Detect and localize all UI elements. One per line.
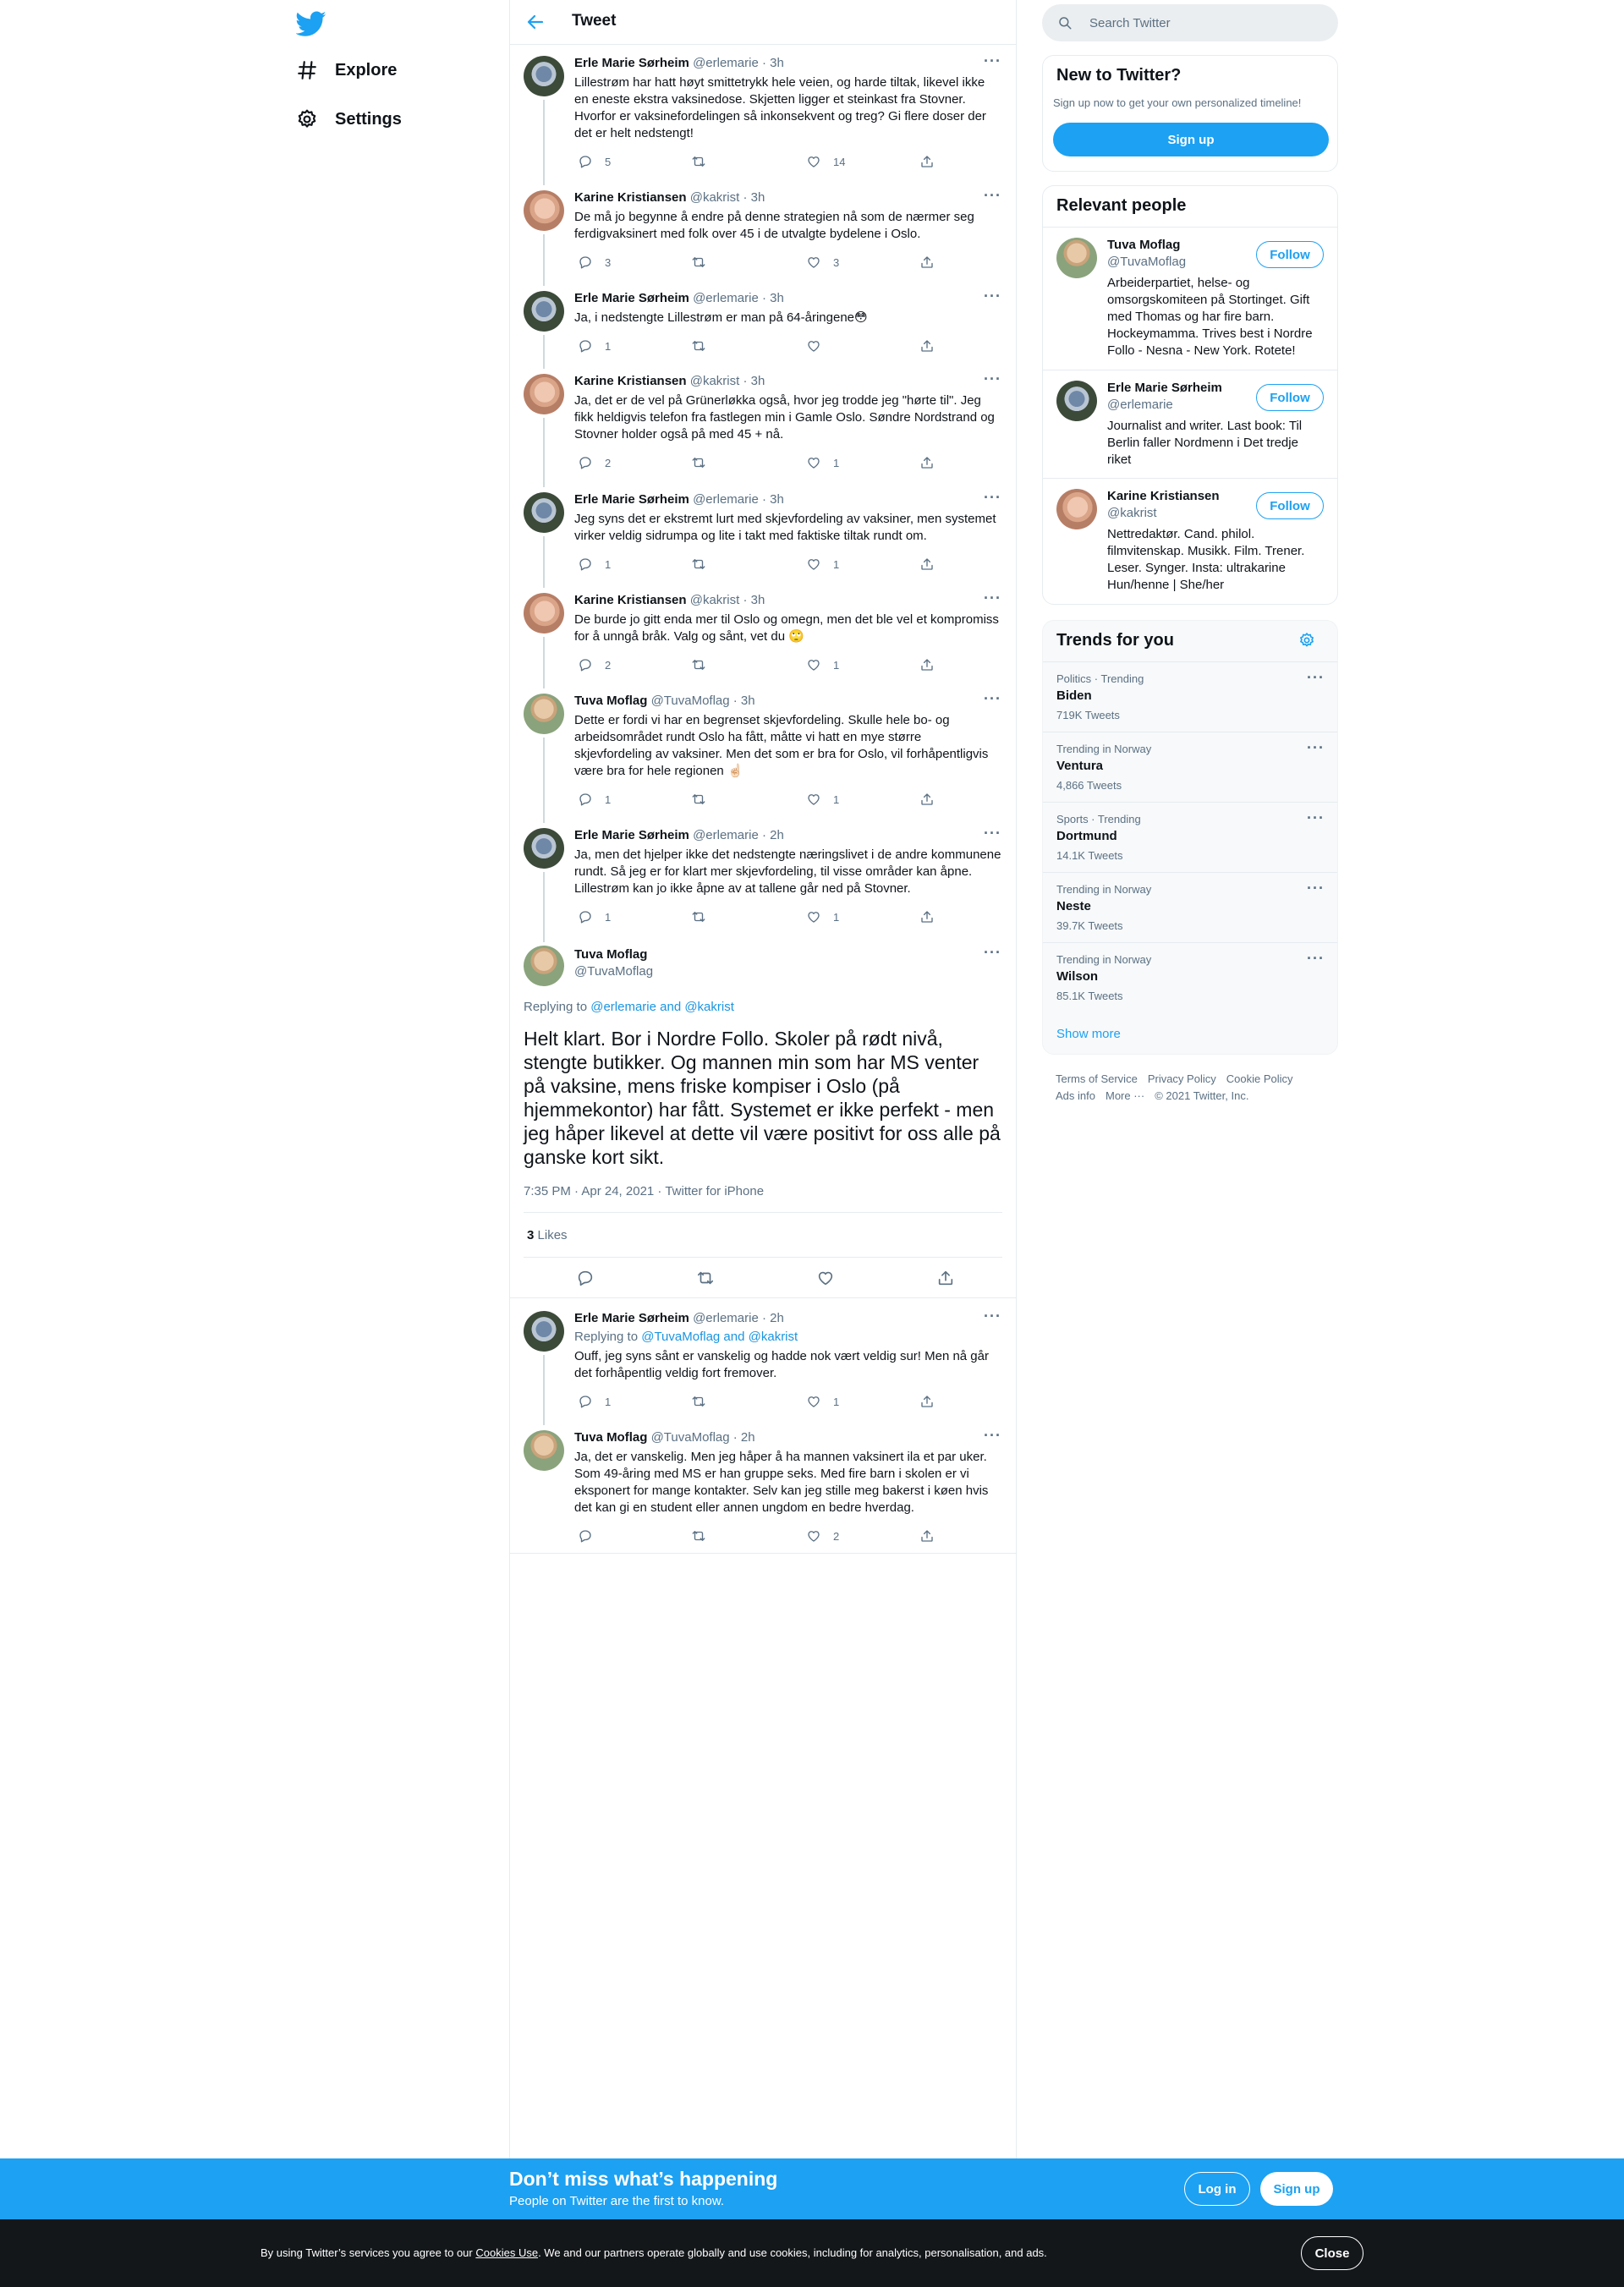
new-to-twitter-panel — [1042, 55, 1338, 172]
like-count: 1 — [833, 1395, 840, 1408]
main-column — [509, 0, 1017, 2287]
reply-button[interactable] — [578, 657, 611, 672]
like-icon — [806, 255, 821, 270]
retweet-icon — [691, 338, 706, 354]
reply-count: 2 — [605, 456, 612, 469]
author-name[interactable]: Erle Marie Sørheim — [574, 492, 689, 507]
replying-to — [574, 1330, 798, 1344]
footer-links — [1056, 1071, 1326, 1105]
reply-button[interactable] — [578, 1394, 611, 1409]
reply-button[interactable] — [576, 1269, 595, 1292]
reply-count: 1 — [605, 792, 612, 806]
person-bio: Journalist and writer. Last book: Til Berlin faller Nordmenn i Det tredje riket — [1107, 419, 1303, 467]
reply-icon — [578, 792, 593, 807]
avatar[interactable] — [524, 291, 564, 332]
person-name[interactable]: Erle Marie Sørheim — [1107, 381, 1222, 395]
reply-icon — [578, 557, 593, 572]
footer-ads[interactable]: Ads info — [1056, 1089, 1095, 1102]
thread-line — [543, 1355, 545, 1425]
share-icon — [919, 255, 935, 270]
trend-name: Neste — [1056, 899, 1091, 913]
tweet-text: Dette er fordi vi har en begrenset skjevfordeling. Skulle hele bo- og arbeidsområdet rundt Oslo ha fått, måtte vi hatt en mye større skjevfordeling av vaksiner. Men det som er bra for Oslo, vil forhåpentligvis være bra for hele regionen ☝🏻 — [574, 713, 989, 778]
share-icon — [919, 338, 935, 354]
back-arrow-icon[interactable] — [525, 12, 546, 32]
author-meta[interactable]: @erlemarie · 2h — [693, 828, 784, 842]
thread-line — [543, 536, 545, 588]
thread-line — [543, 100, 545, 185]
person-card[interactable] — [1043, 478, 1337, 605]
author-name[interactable]: Erle Marie Sørheim — [574, 828, 689, 842]
retweet-button[interactable] — [691, 557, 718, 572]
tweet-actions — [574, 154, 930, 171]
tweet-text: De burde jo gitt enda mer til Oslo og omegn, men det ble vel et kompromiss for å unngå bråk. Valg og sånt, vet du 🙄 — [574, 612, 999, 644]
share-icon — [919, 154, 935, 169]
trend-item[interactable] — [1043, 872, 1337, 942]
thread-line — [543, 738, 545, 823]
follow-button[interactable]: Follow — [1256, 492, 1324, 519]
tweet-header — [574, 291, 784, 305]
like-icon — [806, 792, 821, 807]
more-icon[interactable]: ··· — [1307, 809, 1325, 826]
search-input[interactable] — [1089, 13, 1318, 33]
share-button[interactable] — [936, 1269, 955, 1292]
reply-button[interactable] — [578, 338, 611, 354]
nav-settings[interactable] — [296, 98, 402, 140]
nav-explore[interactable] — [296, 49, 397, 91]
search-icon — [1057, 15, 1073, 30]
trend-count: 85.1K Tweets — [1056, 990, 1123, 1002]
focus-author-name[interactable]: Tuva Moflag — [574, 947, 648, 962]
likes-label: Likes — [537, 1228, 568, 1242]
trend-name: Biden — [1056, 688, 1092, 703]
share-icon — [919, 909, 935, 924]
like-button[interactable] — [806, 909, 839, 924]
trend-item[interactable] — [1043, 661, 1337, 732]
retweet-button[interactable] — [691, 1394, 718, 1409]
share-button[interactable] — [919, 557, 935, 572]
search-bar[interactable] — [1042, 4, 1338, 41]
like-count: 3 — [833, 255, 840, 269]
like-icon — [806, 909, 821, 924]
tweet-header — [574, 1311, 784, 1325]
more-icon[interactable]: ··· — [984, 690, 1001, 707]
focus-tweet-text: Helt klart. Bor i Nordre Follo. Skoler på rødt nivå, stengte butikker. Og mannen min som har MS venter på vaksine, mens friske kompiser i Oslo (på hjemmekontor) har fått. Systemet er ikke perfekt - men jeg håper likevel at dette vil være positivt for oss alle på ganske kort sikt. — [524, 1028, 1001, 1168]
retweet-button[interactable] — [691, 154, 718, 169]
more-icon[interactable]: ··· — [984, 370, 1001, 387]
more-icon[interactable]: ··· — [984, 590, 1001, 606]
tweet-actions — [574, 455, 930, 472]
more-icon[interactable]: ··· — [984, 825, 1001, 842]
avatar[interactable] — [524, 1430, 564, 1471]
person-bio: Nettredaktør. Cand. philol. filmvitenskap. Musikk. Film. Trener. Leser. Synger. Insta: ultrakarine Hun/henne | She/her — [1107, 527, 1305, 592]
tweet-header — [574, 190, 765, 205]
login-button[interactable]: Log in — [1184, 2172, 1250, 2206]
author-meta[interactable]: @TuvaMoflag · 2h — [650, 1430, 755, 1445]
share-button[interactable] — [919, 1528, 935, 1544]
tweet-header — [574, 1430, 755, 1445]
share-icon — [919, 792, 935, 807]
author-name[interactable]: Karine Kristiansen — [574, 190, 687, 205]
more-icon[interactable]: ··· — [984, 1427, 1001, 1444]
divider — [510, 1297, 1016, 1298]
share-button[interactable] — [919, 338, 935, 354]
share-icon — [919, 1394, 935, 1409]
tweet-actions — [574, 909, 930, 926]
reply-icon — [578, 1528, 593, 1544]
like-icon — [806, 557, 821, 572]
share-icon — [919, 455, 935, 470]
follow-button[interactable]: Follow — [1256, 384, 1324, 411]
share-button[interactable] — [919, 154, 935, 169]
tweet-header — [574, 492, 784, 507]
like-count: 1 — [833, 557, 840, 571]
cookie-text-before: By using Twitter’s services you agree to our — [261, 2246, 476, 2259]
author-meta[interactable]: @TuvaMoflag · 3h — [650, 694, 755, 708]
retweet-icon — [691, 1528, 706, 1544]
retweet-icon — [691, 154, 706, 169]
trend-context: Politics · Trending — [1056, 672, 1144, 685]
focus-replying-to — [524, 1000, 734, 1014]
avatar[interactable] — [524, 946, 564, 986]
reply-icon — [578, 154, 593, 169]
more-icon[interactable]: ··· — [984, 187, 1001, 204]
tweet-text: Ja, det er vanskelig. Men jeg håper å ha mannen vaksinert ila et par uker. Som 49-åring med MS er han gruppe seks. Med fire barn i skolen er vi eksponert for mange kontakter. Selv kan jeg stille meg bakerst i køen hvis det kan gi en student eller annen ungdom en bedre hverdag. — [574, 1450, 989, 1515]
author-meta[interactable]: @kakrist · 3h — [689, 374, 765, 388]
retweet-icon — [691, 455, 706, 470]
author-meta[interactable]: @erlemarie · 2h — [693, 1311, 784, 1325]
like-count: 1 — [833, 910, 840, 924]
signup-blurb: Sign up now to get your own personalized timeline! — [1053, 96, 1302, 109]
person-bio: Arbeiderpartiet, helse- og omsorgskomiteen på Stortinget. Gift med Thomas og har fire barn. Hockeymamma. Trives best i Nordre Follo - Nesna - New York. Rotete! — [1107, 276, 1313, 358]
like-count: 1 — [833, 456, 840, 469]
focus-actions — [510, 1269, 1016, 1289]
person-card[interactable] — [1043, 370, 1337, 478]
banner-title: Don’t miss what’s happening — [509, 2168, 778, 2190]
banner-subtitle: People on Twitter are the first to know. — [509, 2194, 725, 2208]
like-icon — [806, 338, 821, 354]
thread-line — [543, 335, 545, 369]
author-name[interactable]: Karine Kristiansen — [574, 593, 687, 607]
trend-name: Wilson — [1056, 969, 1099, 984]
footer-privacy[interactable]: Privacy Policy — [1147, 1072, 1216, 1085]
retweet-button[interactable] — [691, 792, 718, 807]
avatar[interactable] — [524, 694, 564, 734]
reply-icon — [576, 1269, 595, 1287]
retweet-button[interactable] — [691, 455, 718, 470]
cookie-text-after: . We and our partners operate globally and use cookies, including for analytics, personalisation, and ads. — [538, 2246, 1047, 2259]
like-count: 1 — [833, 658, 840, 672]
reply-icon — [578, 909, 593, 924]
person-handle[interactable]: @kakrist — [1107, 506, 1157, 520]
like-button[interactable] — [816, 1269, 835, 1292]
like-icon — [806, 657, 821, 672]
avatar[interactable] — [1056, 381, 1097, 421]
tweet-actions — [574, 1528, 930, 1545]
reply-count: 1 — [605, 910, 612, 924]
focus-author-handle[interactable]: @TuvaMoflag — [574, 964, 654, 979]
tweet-header — [574, 828, 784, 842]
footer-copyright: © 2021 Twitter, Inc. — [1155, 1089, 1249, 1102]
like-count: 14 — [833, 155, 846, 168]
share-button[interactable] — [919, 1394, 935, 1409]
tweet-text: Ja, det er de vel på Grünerløkka også, hvor jeg trodde jeg "hørte til". Jeg fikk heldigvis telefon fra fastlegen min i Gamle Oslo. Søndre Nordstrand og Stovner holder også på med 45 + nå. — [574, 393, 995, 441]
tweet-actions — [574, 338, 930, 355]
thread-line — [543, 637, 545, 688]
show-more-link[interactable]: Show more — [1056, 1027, 1121, 1041]
retweet-button[interactable] — [691, 255, 718, 270]
more-icon[interactable]: ··· — [984, 944, 1001, 961]
share-button[interactable] — [919, 909, 935, 924]
nav-settings-label: Settings — [335, 109, 402, 129]
hashtag-icon — [296, 59, 318, 81]
retweet-icon — [691, 557, 706, 572]
retweet-icon — [691, 792, 706, 807]
relevant-people-title: Relevant people — [1056, 196, 1187, 215]
tweet-text: De må jo begynne å endre på denne strategien nå som de nærmer seg ferdigvaksinert med folk over 45 i de utvalgte bydelene i Oslo. — [574, 210, 974, 241]
tweet-header — [574, 593, 765, 607]
divider — [524, 1257, 1002, 1258]
avatar[interactable] — [524, 374, 564, 414]
cookie-banner — [0, 2219, 1624, 2287]
divider — [510, 1553, 1016, 1554]
retweet-icon — [691, 657, 706, 672]
avatar[interactable] — [1056, 489, 1097, 529]
reply-button[interactable] — [578, 255, 611, 270]
reply-count: 1 — [605, 1395, 612, 1408]
trend-item[interactable] — [1043, 732, 1337, 802]
more-icon[interactable]: ··· — [1307, 950, 1325, 967]
author-name[interactable]: Erle Marie Sørheim — [574, 56, 689, 70]
reply-count: 1 — [605, 557, 612, 571]
gear-icon — [296, 108, 318, 130]
tweet-actions — [574, 657, 930, 674]
divider — [524, 1212, 1002, 1213]
reply-button[interactable] — [578, 1528, 605, 1544]
more-icon[interactable]: ··· — [1307, 739, 1325, 756]
share-icon — [919, 657, 935, 672]
author-meta[interactable]: @kakrist · 3h — [689, 593, 765, 607]
like-button[interactable] — [806, 255, 839, 270]
banner-signup-button[interactable]: Sign up — [1260, 2172, 1333, 2206]
likes-number: 3 — [527, 1228, 535, 1242]
author-name[interactable]: Tuva Moflag — [574, 694, 648, 708]
tweet-actions — [574, 1394, 930, 1411]
share-icon — [919, 557, 935, 572]
relevant-people-panel — [1042, 185, 1338, 605]
like-count: 1 — [833, 792, 840, 806]
person-handle[interactable]: @erlemarie — [1107, 398, 1173, 412]
main-header — [510, 0, 1016, 45]
tweet-actions — [574, 557, 930, 573]
tweet-header — [574, 374, 765, 388]
thread-line — [543, 872, 545, 942]
retweet-icon — [691, 909, 706, 924]
like-button[interactable] — [806, 338, 833, 354]
sidebar-signup-button[interactable]: Sign up — [1053, 123, 1329, 156]
avatar[interactable] — [524, 1311, 564, 1352]
trends-title: Trends for you — [1056, 631, 1174, 650]
share-button[interactable] — [919, 792, 935, 807]
focus-likes-count[interactable] — [527, 1228, 568, 1242]
focus-timestamp[interactable]: 7:35 PM · Apr 24, 2021 · Twitter for iPhone — [524, 1184, 765, 1198]
thread-line — [543, 418, 545, 487]
reply-button[interactable] — [578, 909, 611, 924]
like-icon — [816, 1269, 835, 1287]
more-icon[interactable]: ··· — [984, 1308, 1001, 1324]
tweet-actions — [574, 792, 930, 809]
tweet-text: Ja, i nedstengte Lillestrøm er man på 64-åringene😳 — [574, 310, 868, 325]
trend-name: Ventura — [1056, 759, 1104, 773]
more-icon[interactable]: ··· — [984, 288, 1001, 304]
cookie-text — [261, 2246, 1047, 2259]
reply-button[interactable] — [578, 557, 611, 572]
trend-item[interactable] — [1043, 802, 1337, 872]
like-icon — [806, 455, 821, 470]
like-icon — [806, 1394, 821, 1409]
reply-count: 2 — [605, 658, 612, 672]
more-icon[interactable]: ··· — [1307, 880, 1325, 897]
person-handle[interactable]: @TuvaMoflag — [1107, 255, 1187, 269]
author-meta[interactable]: @erlemarie · 3h — [693, 291, 784, 305]
cookies-use-link[interactable]: Cookies Use — [475, 2246, 539, 2259]
tweet-header — [574, 56, 784, 70]
retweet-button[interactable] — [691, 338, 718, 354]
signup-banner — [0, 2158, 1624, 2219]
reply-button[interactable] — [578, 154, 611, 169]
person-card[interactable] — [1043, 227, 1337, 370]
footer-cookie[interactable]: Cookie Policy — [1226, 1072, 1293, 1085]
author-meta[interactable]: @erlemarie · 3h — [693, 56, 784, 70]
tweet-text: Jeg syns det er ekstremt lurt med skjevfordeling av vaksiner, men systemet virker veldig sidrumpa og lite i takt med faktiske tiltak rundt om. — [574, 512, 996, 543]
avatar[interactable] — [524, 190, 564, 231]
footer-more[interactable]: More ··· — [1105, 1089, 1145, 1102]
like-button[interactable] — [806, 792, 839, 807]
tweet-header — [574, 694, 755, 708]
nav-explore-label: Explore — [335, 60, 398, 80]
avatar[interactable] — [524, 593, 564, 633]
focus-tweet — [510, 941, 1016, 1299]
thread-line — [543, 234, 545, 286]
like-button[interactable] — [806, 657, 839, 672]
retweet-button[interactable] — [691, 657, 718, 672]
trend-count: 14.1K Tweets — [1056, 849, 1123, 862]
like-icon — [806, 154, 821, 169]
reply-icon — [578, 657, 593, 672]
reply-icon — [578, 338, 593, 354]
author-name[interactable]: Erle Marie Sørheim — [574, 291, 689, 305]
trends-panel — [1042, 620, 1338, 1055]
reply-count: 5 — [605, 155, 612, 168]
share-icon — [919, 1528, 935, 1544]
trend-item[interactable] — [1043, 942, 1337, 1012]
trend-context: Trending in Norway — [1056, 883, 1152, 896]
trend-context: Sports · Trending — [1056, 813, 1141, 825]
reply-count: 3 — [605, 255, 612, 269]
like-button[interactable] — [806, 154, 845, 169]
avatar[interactable] — [1056, 238, 1097, 278]
like-icon — [806, 1528, 821, 1544]
tweet-text: Ja, men det hjelper ikke det nedstengte næringslivet i de andre kommunene rundt. Så jeg er for klart mer skjevfordeling, til visse områder kan åpne. Lillestrøm kan jo ikke åpne av at tallene går ned på Stovner. — [574, 847, 1001, 896]
like-button[interactable] — [806, 1528, 839, 1544]
retweet-button[interactable] — [691, 1528, 718, 1544]
trend-name: Dortmund — [1056, 829, 1117, 843]
author-name[interactable]: Erle Marie Sørheim — [574, 1311, 689, 1325]
avatar[interactable] — [524, 492, 564, 533]
retweet-icon — [696, 1269, 715, 1287]
trend-count: 719K Tweets — [1056, 709, 1120, 721]
like-count: 2 — [833, 1529, 840, 1543]
author-name[interactable]: Tuva Moflag — [574, 1430, 648, 1445]
author-meta[interactable]: @erlemarie · 3h — [693, 492, 784, 507]
gear-icon[interactable] — [1298, 632, 1315, 649]
replying-prefix: Replying to — [524, 1000, 591, 1014]
share-button[interactable] — [919, 657, 935, 672]
share-button[interactable] — [919, 255, 935, 270]
twitter-logo-icon[interactable] — [296, 8, 326, 39]
avatar[interactable] — [524, 828, 564, 869]
reply-icon — [578, 255, 593, 270]
tweet-text: Ouff, jeg syns sånt er vanskelig og hadde nok vært veldig sur! Men nå går det forhåpentlig veldig fort fremover. — [574, 1349, 989, 1380]
retweet-button[interactable] — [696, 1269, 715, 1292]
reply-count: 1 — [605, 339, 612, 353]
tweet-text: Lillestrøm har hatt høyt smittetrykk hele veien, og harde tiltak, likevel ikke en eneste ekstra vaksinedose. Skjetten ligger et steinkast fra Stovner. Hvorfor er vaksinefordelingen så inkonsekvent og treg? Gi flere doser der det er helt nedstengt! — [574, 75, 986, 140]
tweet-actions — [574, 255, 930, 271]
trend-count: 4,866 Tweets — [1056, 779, 1122, 792]
more-icon[interactable]: ··· — [984, 489, 1001, 506]
person-name[interactable]: Karine Kristiansen — [1107, 489, 1220, 503]
trend-count: 39.7K Tweets — [1056, 919, 1123, 932]
reply-icon — [578, 1394, 593, 1409]
like-button[interactable] — [806, 557, 839, 572]
like-button[interactable] — [806, 455, 839, 470]
author-meta[interactable]: @kakrist · 3h — [689, 190, 765, 205]
reply-icon — [578, 455, 593, 470]
trend-context: Trending in Norway — [1056, 743, 1152, 755]
reply-button[interactable] — [578, 792, 611, 807]
follow-button[interactable]: Follow — [1256, 241, 1324, 268]
person-name[interactable]: Tuva Moflag — [1107, 238, 1181, 252]
author-name[interactable]: Karine Kristiansen — [574, 374, 687, 388]
replying-to-link[interactable]: @TuvaMoflag and @kakrist — [641, 1330, 798, 1344]
retweet-icon — [691, 1394, 706, 1409]
share-button[interactable] — [919, 455, 935, 470]
share-icon — [936, 1269, 955, 1287]
retweet-icon — [691, 255, 706, 270]
page-title: Tweet — [572, 12, 617, 30]
more-icon[interactable]: ··· — [1307, 669, 1325, 686]
cookie-close-button[interactable]: Close — [1301, 2236, 1363, 2270]
footer-terms[interactable]: Terms of Service — [1056, 1072, 1138, 1085]
reply-button[interactable] — [578, 455, 611, 470]
replying-prefix: Replying to — [574, 1330, 642, 1344]
new-to-twitter-title: New to Twitter? — [1056, 66, 1182, 85]
trend-context: Trending in Norway — [1056, 953, 1152, 966]
like-button[interactable] — [806, 1394, 839, 1409]
replying-to-link[interactable]: @erlemarie and @kakrist — [590, 1000, 734, 1014]
retweet-button[interactable] — [691, 909, 718, 924]
avatar[interactable] — [524, 56, 564, 96]
more-icon[interactable]: ··· — [984, 52, 1001, 69]
